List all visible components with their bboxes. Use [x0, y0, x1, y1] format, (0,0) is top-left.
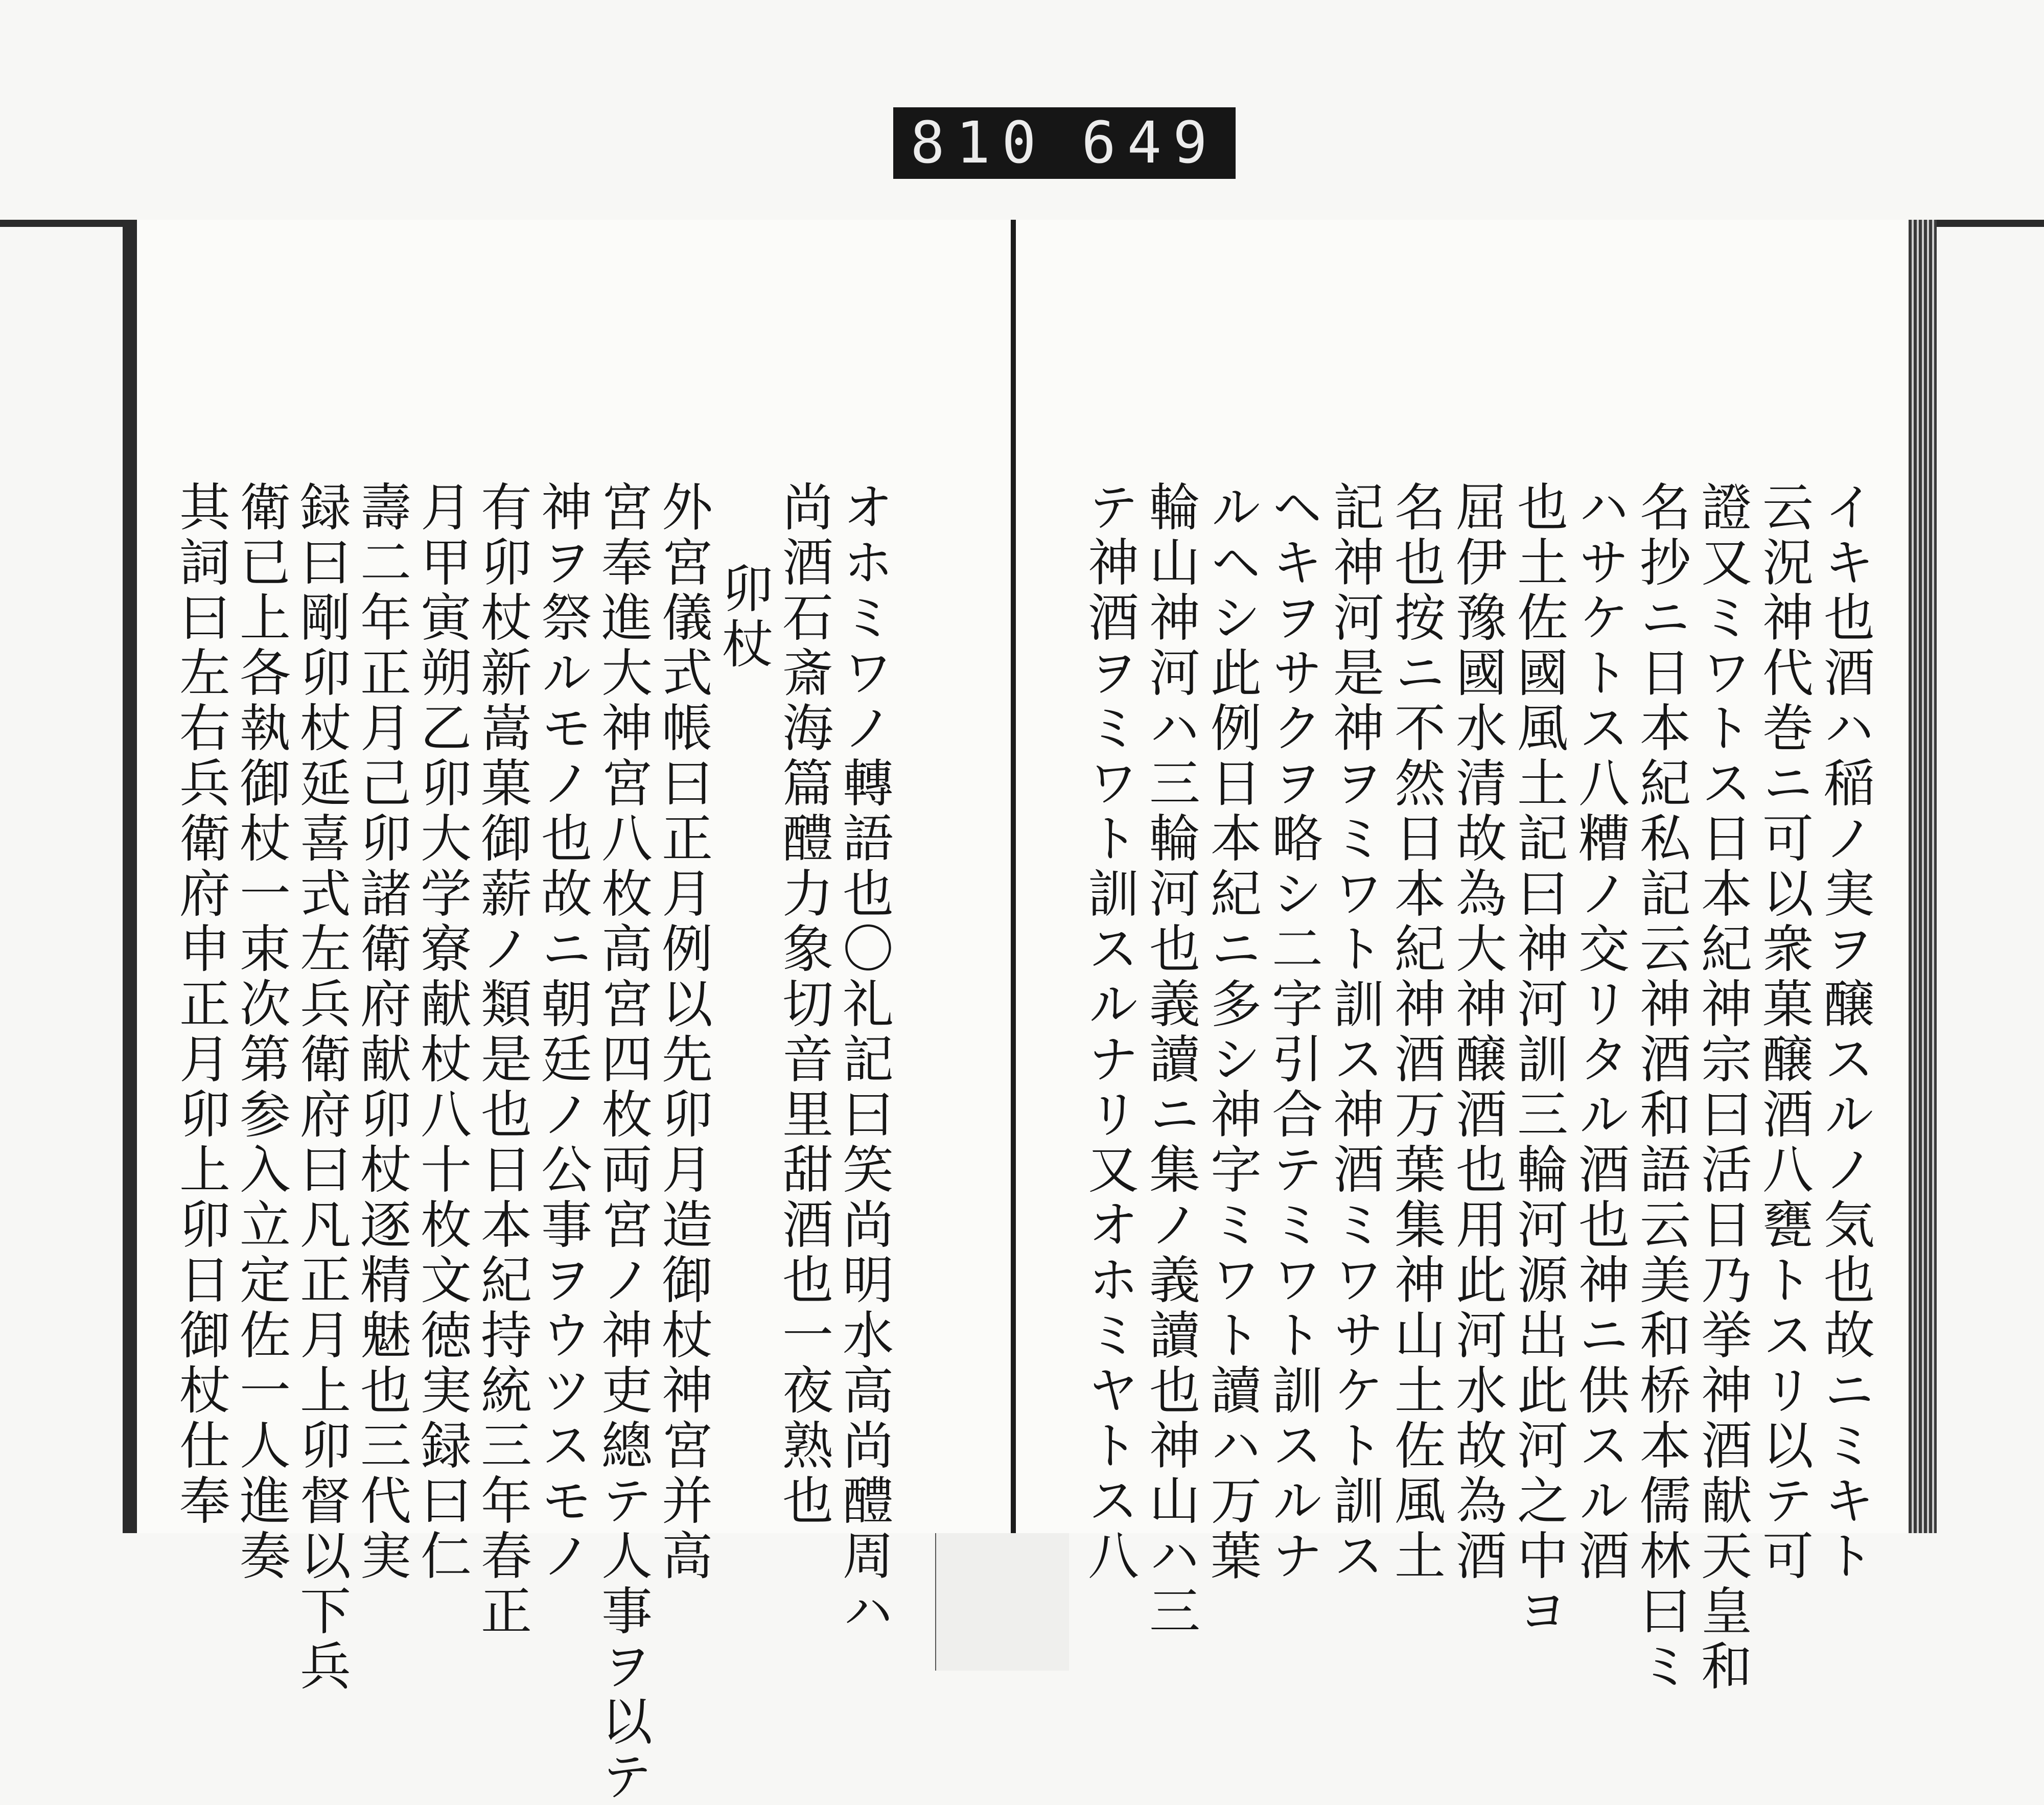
left-page-column: 壽二年正月己卯諸衛府献卯杖逐精魅也三代実 — [352, 480, 411, 1584]
left-page-column: 外宮儀式帳曰正月例以先卯月造御杖神宮并高 — [653, 480, 713, 1584]
right-page-column: 屈伊豫國水清故為大神醸酒也用此河水故為酒 — [1447, 480, 1507, 1584]
left-page-column: 其詞曰左右兵衛府申正月卯上卯日御杖仕奉 — [171, 480, 230, 1529]
left-page-column: 録曰剛卯杖延喜式左兵衛府曰凡正月上卯督以下兵 — [291, 480, 351, 1695]
right-page-column: テ神酒ヲミワト訓スルナリ又オホミヤトス八 — [1079, 480, 1139, 1584]
left-page-column: 衛已上各執御杖一束次第参入立定佐一人進奏 — [231, 480, 291, 1584]
left-page-column: 有卯杖新嵩菓御薪ノ類是也日本紀持統三年春正 — [472, 480, 532, 1639]
left-page-column: 宮奉進大神宮八枚高宮四枚両宮ノ神吏總テ人事ヲ以テ — [593, 480, 653, 1805]
right-page-column: ヘキヲサクヲ略シ二字引合テミワト訓スルナ — [1263, 480, 1323, 1584]
left-page-column: 神ヲ祭ルモノ也故ニ朝廷ノ公事ヲウツスモノ — [532, 480, 592, 1584]
book-spine — [1011, 220, 1016, 1671]
catalog-number-left: 810 — [910, 110, 1048, 176]
left-page-column: 尚酒石斎海篇醴力象切音里甜酒也一夜熟也 — [774, 480, 833, 1529]
catalog-number-label — [893, 107, 1236, 179]
right-page-column: 輪山神河ハ三輪河也義讀ニ集ノ義讀也神山ハ三 — [1141, 480, 1200, 1639]
section-heading-uzue: 卯杖 — [713, 562, 773, 673]
page-edges — [1909, 220, 1937, 1533]
left-page-column: オホミワノ轉語也〇礼記曰笑尚明水高尚醴周ハ — [834, 480, 894, 1639]
right-page-column: 證又ミワトス日本紀神宗曰活日乃挙神酒献天皇和 — [1692, 480, 1752, 1695]
right-page-column: 云況神代巻ニ可以衆菓醸酒八甕トスリ以テ可 — [1754, 480, 1814, 1584]
right-page-column: ルヘシ此例日本紀ニ多シ神字ミワト讀ハ万葉 — [1202, 480, 1262, 1584]
right-page-column: ハサケトス八糟ノ交リタル酒也神ニ供スル酒 — [1570, 480, 1630, 1584]
right-page-column: 名也按ニ不然日本紀神酒万葉集神山土佐風土 — [1386, 480, 1446, 1584]
right-page-column: イキ也酒ハ稲ノ実ヲ醸スルノ気也故ニミキト — [1815, 480, 1875, 1584]
left-page-column: 月甲寅朔乙卯大学寮献杖八十枚文徳実録曰仁 — [412, 480, 472, 1584]
catalog-number-right: 649 — [1081, 110, 1219, 176]
right-page-column: 記神河是神ヲミワト訓ス神酒ミワサケト訓ス — [1325, 480, 1384, 1584]
bottom-slip — [935, 1533, 1069, 1671]
right-page-column: 名抄ニ日本紀私記云神酒和語云美和桥本儒林曰ミ — [1631, 480, 1691, 1695]
right-page-column: 也土佐國風土記曰神河訓三輪河源出此河之中ヨ — [1508, 480, 1568, 1639]
